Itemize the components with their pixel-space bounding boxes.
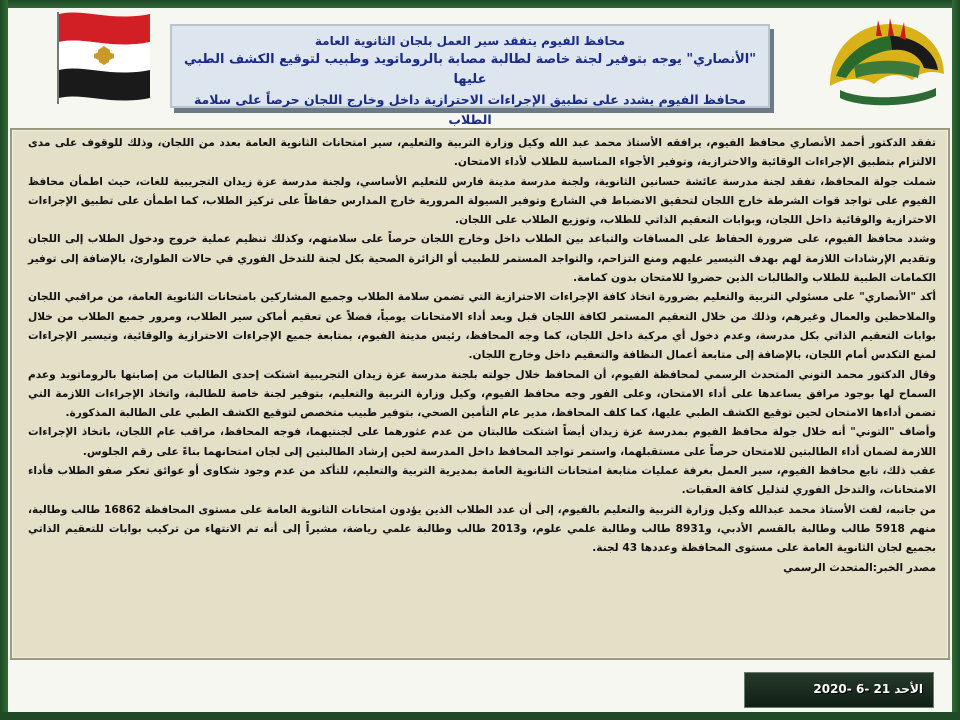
frame-left-border [0,0,8,720]
article-paragraph: وشدد محافظ الفيوم، على ضرورة الحفاظ على المسافات والتباعد بين الطلاب داخل وخارج اللجان حرصاً على سلامتهم، وكذلك تنظيم عملية خروج ودخول الطلاب إلى اللجان وتقديم الإرشادات اللازمة لهم بهدف التيسير عليهم ومنع التزاحم، والتواجد المستمر للطبيب أو الزائرة الصحية بكل لجنة للتدخل الفوري في حالات الطوارئ، بالإضافة إلى توفير الكمامات الطبية للطلاب والطالبات الذين حضروا للامتحان بدون كمامة. [28,233,936,285]
article-paragraph: عقب ذلك، تابع محافظ الفيوم، سير العمل بغرفة عمليات متابعة امتحانات الثانوية العامة بمديرية التربية والتعليم، للتأكد من عدم وجود شكاوى أو عوائق تعكر صفو الطلاب فأداء الامتحانات، والتدخل الفوري لتذليل كافة العقبات. [28,465,936,497]
article-paragraph: من جانبه، لفت الأستاذ محمد عبدالله وكيل وزارة التربية والتعليم بالفيوم، إلى أن عدد الطلاب الذين يؤدون امتحانات الثانوية العامة على مستوى المحافظة 16862 طالب وطالبة، منهم 5918 طالب وطالبة بالقسم الأدبي، و8931 طالب وطالبة علمي علوم، و2013 طالب وطالبة علمي رياضة، مشيراً إلى أنه تم الانتهاء من تركيب بوابات للتعقيم الذاتي بجميع لجان الثانوية العامة على مستوى المحافظة وعددها 43 لجنة. [28,503,936,555]
frame-bottom-border [0,712,960,720]
fayoum-governorate-logo [820,16,950,108]
frame-top-border [0,0,960,8]
article-body [28,134,936,578]
article-paragraph: تفقد الدكتور أحمد الأنصاري محافظ الفيوم، يرافقه الأستاذ محمد عبد الله وكيل وزارة التربية والتعليم، سير امتحانات الثانوية العامة بعدد من اللجان، وذلك للوقوف على مدى الالتزام بتطبيق الإجراءات الوقائية والاحترازية، وتوفير الأجواء المناسبة للطلاب لأداء الامتحان. [28,137,936,169]
article-paragraph: وقال الدكتور محمد التوني المتحدث الرسمي لمحافظة الفيوم، أن المحافظ خلال جولته بلجنة مدرسة عزة زيدان التجريبية اشتكت إحدى الطالبات من إصابتها بالروماتويد وعدم السماح لها بوجود مرافق يساعدها على أداء الامتحان، وعلى الفور وجه محافظ الفيوم، وكيل وزارة التربية والتعليم، بتوفير لجنة خاصة للطالبة، واتخاذ الإجراءات اللازمة التي تضمن أداءها الامتحان لحين توقيع الكشف الطبي عليها، كما كلف المحافظ، مدير عام التأمين الصحي، بتوفير طبيب متخصص لتوقيع الكشف الطبي على الطالبة المذكورة. [28,368,936,420]
headline-subtitle-2: محافظ الفيوم يشدد على تطبيق الإجراءات الاحترازية داخل وخارج اللجان حرصاً على سلامة الطلاب [193,92,747,127]
publish-date: الأحد 21 -6 -2020 [813,682,923,696]
article-paragraph: أكد "الأنصاري" على مسئولي التربية والتعليم بضرورة اتخاذ كافة الإجراءات الاحترازية التي تضمن سلامة الطلاب وجميع المشاركين بامتحانات الثانوية العامة، من مراقبي اللجان والملاحظين والعمال وغيرهم، وذلك من خلال التعقيم المستمر لكافة اللجان قبل وبعد أداء الامتحانات يومياً، فضلاً عن تعقيم أماكن سير الطلاب، ومرور جميع الطلاب من خلال بوابات التعقيم الذاتي بكل مدرسة، وعدم دخول أي مركبة داخل اللجان، كما وجه المحافظ، رئيس مدينة الفيوم، بمتابعة جميع الإجراءات الاحترازية والوقائية، وتيسير الإجراءات لمنع التكدس أمام اللجان، بالإضافة إلى متابعة أعمال النظافة والتعقيم داخل وخارج اللجان. [28,291,936,362]
headline-title: محافظ الفيوم يتفقد سير العمل بلجان الثانوية العامة [314,34,626,48]
frame-right-border [952,0,960,720]
article-source: مصدر الخبر:المتحدث الرسمي [783,561,936,574]
date-bar [744,672,934,708]
article-paragraph: وأضاف "التوني" أنه خلال جولة محافظ الفيوم بمدرسة عزة زيدان أيضاً اشتكت طالبتان من عدم عثورهما على لجنتيهما، فوجه المحافظ، مراقب عام اللجان، باتخاذ الإجراءات اللازمة لضمان أداء الطالبتين للامتحان حرصاً على مستقبلهما، واستمر تواجد المحافظ داخل المدرسة لحين إرشاد الطالبتين إلى لجان امتحانهما بناءً على رقم الجلوس. [28,426,936,458]
article-box [10,128,950,660]
headline-subtitle-1: "الأنصاري" يوجه بتوفير لجنة خاصة لطالبة مصابة بالروماتويد وطبيب لتوقيع الكشف الطبي عليها [183,52,757,87]
article-paragraph: شملت جولة المحافظ، تفقد لجنة مدرسة عائشة حسانين الثانوية، ولجنة مدرسة مدينة فارس للتعليم الأساسي، ولجنة مدرسة عزة زيدان التجريبية للغات، حيث اطمأن محافظ الفيوم على تواجد قوات الشرطة خارج اللجان لتحقيق الانضباط في الشارع وتوفير السيولة المرورية خارج المدارس حفاظاً على تركيز الطلاب، كما اطمأن على تطبيق الإجراءات الاحترازية والوقائية داخل اللجان، وبوابات التعقيم الذاتي للطلاب، وتوزيع الطلاب على اللجان. [28,175,936,227]
egypt-flag-icon [52,8,152,106]
headline-box [170,24,770,127]
